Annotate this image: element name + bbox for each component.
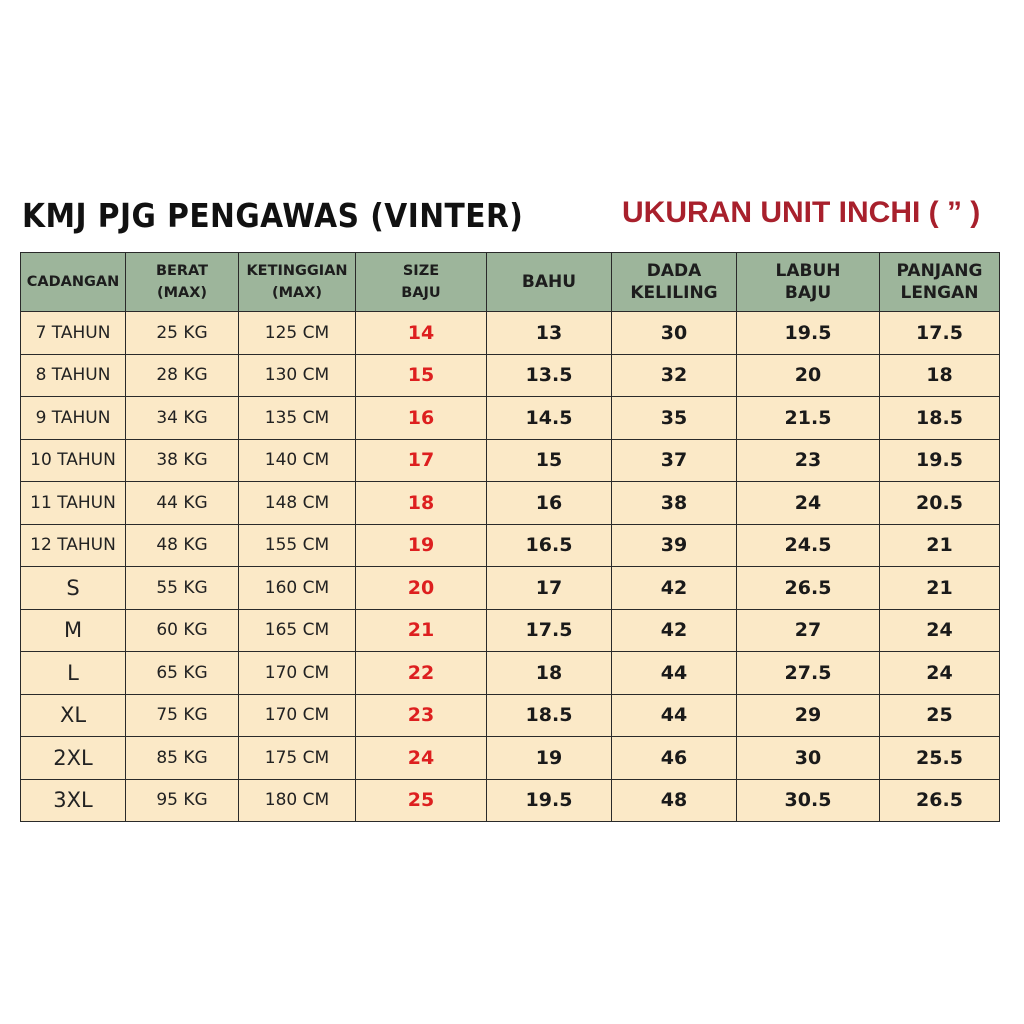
cell-size-baju: 17 — [356, 439, 487, 482]
cell-berat: 48 KG — [126, 524, 239, 567]
cell-dada-keliling: 44 — [612, 694, 737, 737]
cell-cadangan: 7 TAHUN — [21, 312, 126, 355]
cell-panjang-lengan: 18.5 — [880, 397, 1000, 440]
cell-cadangan: 9 TAHUN — [21, 397, 126, 440]
cell-panjang-lengan: 21 — [880, 524, 1000, 567]
table-row — [21, 567, 1000, 610]
cell-labuh-baju: 29 — [737, 694, 880, 737]
table-header-row — [21, 253, 1000, 312]
cell-bahu: 16 — [487, 482, 612, 525]
table-row — [21, 354, 1000, 397]
cell-bahu: 15 — [487, 439, 612, 482]
cell-berat: 28 KG — [126, 354, 239, 397]
cell-cadangan: 11 TAHUN — [21, 482, 126, 525]
cell-cadangan: M — [21, 609, 126, 652]
unit-label: UKURAN UNIT INCHI ( ” ) — [622, 196, 981, 229]
cell-size-baju: 15 — [356, 354, 487, 397]
table-row — [21, 482, 1000, 525]
cell-panjang-lengan: 17.5 — [880, 312, 1000, 355]
cell-bahu: 17.5 — [487, 609, 612, 652]
cell-labuh-baju: 20 — [737, 354, 880, 397]
table-row — [21, 439, 1000, 482]
table-row — [21, 397, 1000, 440]
cell-panjang-lengan: 18 — [880, 354, 1000, 397]
cell-ketinggian: 160 CM — [239, 567, 356, 610]
cell-bahu: 14.5 — [487, 397, 612, 440]
cell-ketinggian: 175 CM — [239, 737, 356, 780]
header-ketinggian: KETINGGIAN (MAX) — [239, 253, 356, 312]
cell-ketinggian: 148 CM — [239, 482, 356, 525]
cell-ketinggian: 125 CM — [239, 312, 356, 355]
cell-labuh-baju: 30 — [737, 737, 880, 780]
cell-berat: 25 KG — [126, 312, 239, 355]
cell-panjang-lengan: 24 — [880, 652, 1000, 695]
cell-cadangan: 10 TAHUN — [21, 439, 126, 482]
cell-dada-keliling: 39 — [612, 524, 737, 567]
cell-panjang-lengan: 19.5 — [880, 439, 1000, 482]
cell-labuh-baju: 21.5 — [737, 397, 880, 440]
table-row — [21, 694, 1000, 737]
cell-labuh-baju: 30.5 — [737, 779, 880, 822]
table-row — [21, 524, 1000, 567]
header-berat: BERAT (MAX) — [126, 253, 239, 312]
header-bahu: BAHU — [487, 253, 612, 312]
cell-panjang-lengan: 26.5 — [880, 779, 1000, 822]
header-dada-keliling: DADA KELILING — [612, 253, 737, 312]
cell-berat: 38 KG — [126, 439, 239, 482]
cell-ketinggian: 180 CM — [239, 779, 356, 822]
cell-berat: 75 KG — [126, 694, 239, 737]
table-body — [21, 312, 1000, 822]
cell-cadangan: 12 TAHUN — [21, 524, 126, 567]
cell-labuh-baju: 23 — [737, 439, 880, 482]
cell-berat: 65 KG — [126, 652, 239, 695]
cell-dada-keliling: 48 — [612, 779, 737, 822]
size-chart-table — [20, 252, 1000, 822]
cell-berat: 60 KG — [126, 609, 239, 652]
cell-size-baju: 21 — [356, 609, 487, 652]
header-labuh-baju: LABUH BAJU — [737, 253, 880, 312]
cell-size-baju: 18 — [356, 482, 487, 525]
cell-size-baju: 16 — [356, 397, 487, 440]
cell-bahu: 18 — [487, 652, 612, 695]
table-row — [21, 609, 1000, 652]
cell-labuh-baju: 19.5 — [737, 312, 880, 355]
cell-berat: 44 KG — [126, 482, 239, 525]
cell-berat: 34 KG — [126, 397, 239, 440]
cell-size-baju: 24 — [356, 737, 487, 780]
cell-cadangan: L — [21, 652, 126, 695]
table-row — [21, 737, 1000, 780]
cell-panjang-lengan: 20.5 — [880, 482, 1000, 525]
cell-bahu: 18.5 — [487, 694, 612, 737]
cell-ketinggian: 165 CM — [239, 609, 356, 652]
cell-size-baju: 22 — [356, 652, 487, 695]
cell-size-baju: 20 — [356, 567, 487, 610]
cell-ketinggian: 130 CM — [239, 354, 356, 397]
header-cadangan: CADANGAN — [21, 253, 126, 312]
cell-labuh-baju: 24.5 — [737, 524, 880, 567]
cell-bahu: 19.5 — [487, 779, 612, 822]
cell-bahu: 17 — [487, 567, 612, 610]
cell-labuh-baju: 24 — [737, 482, 880, 525]
cell-dada-keliling: 35 — [612, 397, 737, 440]
cell-dada-keliling: 38 — [612, 482, 737, 525]
cell-bahu: 16.5 — [487, 524, 612, 567]
cell-panjang-lengan: 25.5 — [880, 737, 1000, 780]
cell-cadangan: 2XL — [21, 737, 126, 780]
cell-ketinggian: 170 CM — [239, 694, 356, 737]
header-size-baju: SIZE BAJU — [356, 253, 487, 312]
cell-dada-keliling: 46 — [612, 737, 737, 780]
cell-berat: 85 KG — [126, 737, 239, 780]
table-row — [21, 652, 1000, 695]
table-row — [21, 779, 1000, 822]
cell-cadangan: XL — [21, 694, 126, 737]
cell-size-baju: 25 — [356, 779, 487, 822]
cell-ketinggian: 140 CM — [239, 439, 356, 482]
cell-size-baju: 23 — [356, 694, 487, 737]
cell-ketinggian: 135 CM — [239, 397, 356, 440]
page-title: KMJ PJG PENGAWAS (VINTER) — [22, 196, 524, 235]
cell-dada-keliling: 32 — [612, 354, 737, 397]
cell-labuh-baju: 26.5 — [737, 567, 880, 610]
cell-bahu: 13 — [487, 312, 612, 355]
cell-dada-keliling: 42 — [612, 567, 737, 610]
cell-cadangan: 8 TAHUN — [21, 354, 126, 397]
cell-ketinggian: 155 CM — [239, 524, 356, 567]
cell-ketinggian: 170 CM — [239, 652, 356, 695]
cell-berat: 95 KG — [126, 779, 239, 822]
cell-size-baju: 14 — [356, 312, 487, 355]
cell-panjang-lengan: 21 — [880, 567, 1000, 610]
cell-cadangan: 3XL — [21, 779, 126, 822]
cell-bahu: 19 — [487, 737, 612, 780]
cell-berat: 55 KG — [126, 567, 239, 610]
table-row — [21, 312, 1000, 355]
cell-bahu: 13.5 — [487, 354, 612, 397]
cell-size-baju: 19 — [356, 524, 487, 567]
cell-labuh-baju: 27 — [737, 609, 880, 652]
cell-cadangan: S — [21, 567, 126, 610]
cell-dada-keliling: 30 — [612, 312, 737, 355]
header-panjang-lengan: PANJANG LENGAN — [880, 253, 1000, 312]
cell-panjang-lengan: 24 — [880, 609, 1000, 652]
cell-dada-keliling: 42 — [612, 609, 737, 652]
cell-panjang-lengan: 25 — [880, 694, 1000, 737]
cell-dada-keliling: 44 — [612, 652, 737, 695]
cell-dada-keliling: 37 — [612, 439, 737, 482]
cell-labuh-baju: 27.5 — [737, 652, 880, 695]
